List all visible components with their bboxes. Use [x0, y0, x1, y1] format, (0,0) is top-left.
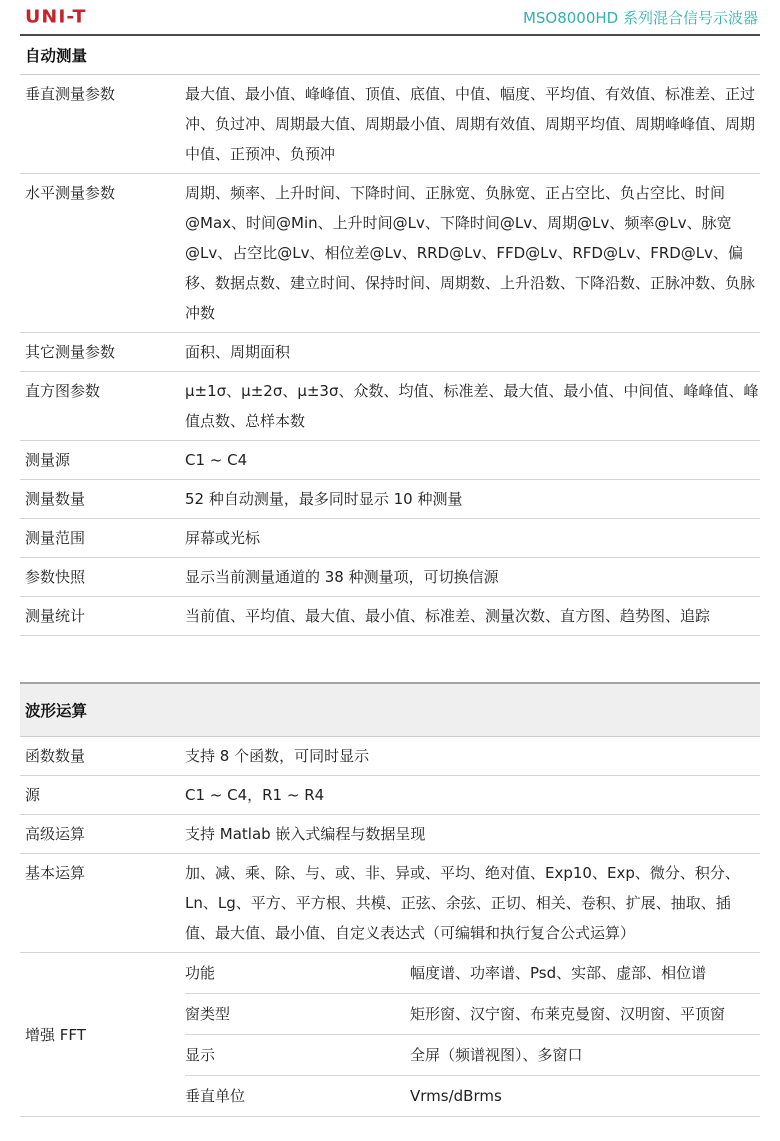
row-label: 函数数量 [25, 747, 86, 765]
subrow-label: 窗类型 [185, 1005, 231, 1023]
table-row [20, 776, 760, 815]
table-row [20, 480, 760, 519]
table-subrow [185, 953, 760, 994]
row-value: 屏幕或光标 [185, 529, 261, 547]
table-row [20, 737, 760, 776]
row-value: 最大值、最小值、峰峰值、顶值、底值、中值、幅度、平均值、有效值、标准差、正过冲、负过冲、周期最大值、周期最小值、周期有效值、周期平均值、周期峰峰值、周期中值、正预冲、负预冲 [185, 85, 756, 163]
row-label: 源 [25, 786, 41, 804]
row-value: 面积、周期面积 [185, 343, 291, 361]
row-label: 参数快照 [25, 568, 86, 586]
row-value: 支持 8 个函数，可同时显示 [185, 747, 370, 765]
table-row [20, 519, 760, 558]
table-row [20, 558, 760, 597]
subrow-label: 垂直单位 [185, 1087, 246, 1105]
row-label: 测量统计 [25, 607, 86, 625]
table-row-enhanced-fft [20, 953, 760, 1117]
section-spacer [20, 636, 760, 682]
table-subrow [185, 1035, 760, 1076]
row-label: 基本运算 [25, 864, 86, 882]
row-value: 加、减、乘、除、与、或、非、异或、平均、绝对值、Exp10、Exp、微分、积分、Ln、Lg、平方、平方根、共模、正弦、余弦、正切、相关、卷积、扩展、抽取、插值、最大值、最小值、自定义表达式（可编辑和执行复合公式运算） [185, 864, 740, 942]
row-label: 高级运算 [25, 825, 86, 843]
table-row [20, 854, 760, 953]
subrow-value: 矩形窗、汉宁窗、布莱克曼窗、汉明窗、平顶窗 [410, 1005, 726, 1023]
row-value: 52 种自动测量，最多同时显示 10 种测量 [185, 490, 463, 508]
page-header [20, 0, 760, 34]
row-value: 当前值、平均值、最大值、最小值、标准差、测量次数、直方图、趋势图、追踪 [185, 607, 711, 625]
table-row [20, 441, 760, 480]
row-label: 直方图参数 [25, 382, 101, 400]
section-auto-measurement [20, 34, 760, 636]
table-row [20, 815, 760, 854]
document-title: MSO8000HD 系列混合信号示波器 [522, 8, 758, 27]
subrow-label: 功能 [185, 964, 216, 982]
table-row [20, 597, 760, 636]
uni-t-logo: UNI-T [25, 6, 87, 28]
row-label: 测量数量 [25, 490, 86, 508]
section-waveform-math [20, 682, 760, 1117]
subrow-value: 全屏（频谱视图）、多窗口 [410, 1046, 583, 1064]
row-label: 其它测量参数 [25, 343, 116, 361]
table-row [20, 75, 760, 174]
subrow-label: 显示 [185, 1046, 216, 1064]
section-title-waveform-math: 波形运算 [20, 682, 760, 737]
row-value: 显示当前测量通道的 38 种测量项，可切换信源 [185, 568, 499, 586]
row-label: 测量源 [25, 451, 71, 469]
table-subrow [185, 1076, 760, 1116]
row-value: C1 ~ C4 [185, 451, 248, 469]
subrow-value: 幅度谱、功率谱、Psd、实部、虚部、相位谱 [410, 964, 707, 982]
row-value: 周期、频率、上升时间、下降时间、正脉宽、负脉宽、正占空比、负占空比、时间@Max、时间@Min、上升时间@Lv、下降时间@Lv、周期@Lv、频率@Lv、脉宽@Lv、占空比@Lv、相位差@Lv、RRD@Lv、FFD@Lv、RFD@Lv、FRD@Lv、偏移、数据点数、建立时间、保持时间、周期数、上升沿数、下降沿数、正脉冲数、负脉冲数 [185, 184, 756, 322]
row-value: 支持 Matlab 嵌入式编程与数据呈现 [185, 825, 426, 843]
fft-subtable [185, 953, 760, 1116]
row-value: C1 ~ C4，R1 ~ R4 [185, 786, 325, 804]
subrow-value: Vrms/dBrms [410, 1087, 502, 1105]
table-subrow [185, 994, 760, 1035]
row-label: 增强 FFT [25, 1025, 86, 1044]
section-title-auto-measurement: 自动测量 [20, 34, 760, 75]
row-label: 垂直测量参数 [25, 85, 116, 103]
row-label: 测量范围 [25, 529, 86, 547]
table-row [20, 174, 760, 333]
table-row [20, 372, 760, 441]
table-row [20, 333, 760, 372]
row-label: 水平测量参数 [25, 184, 116, 202]
row-value: μ±1σ、μ±2σ、μ±3σ、众数、均值、标准差、最大值、最小值、中间值、峰峰值、峰值点数、总样本数 [185, 382, 759, 430]
